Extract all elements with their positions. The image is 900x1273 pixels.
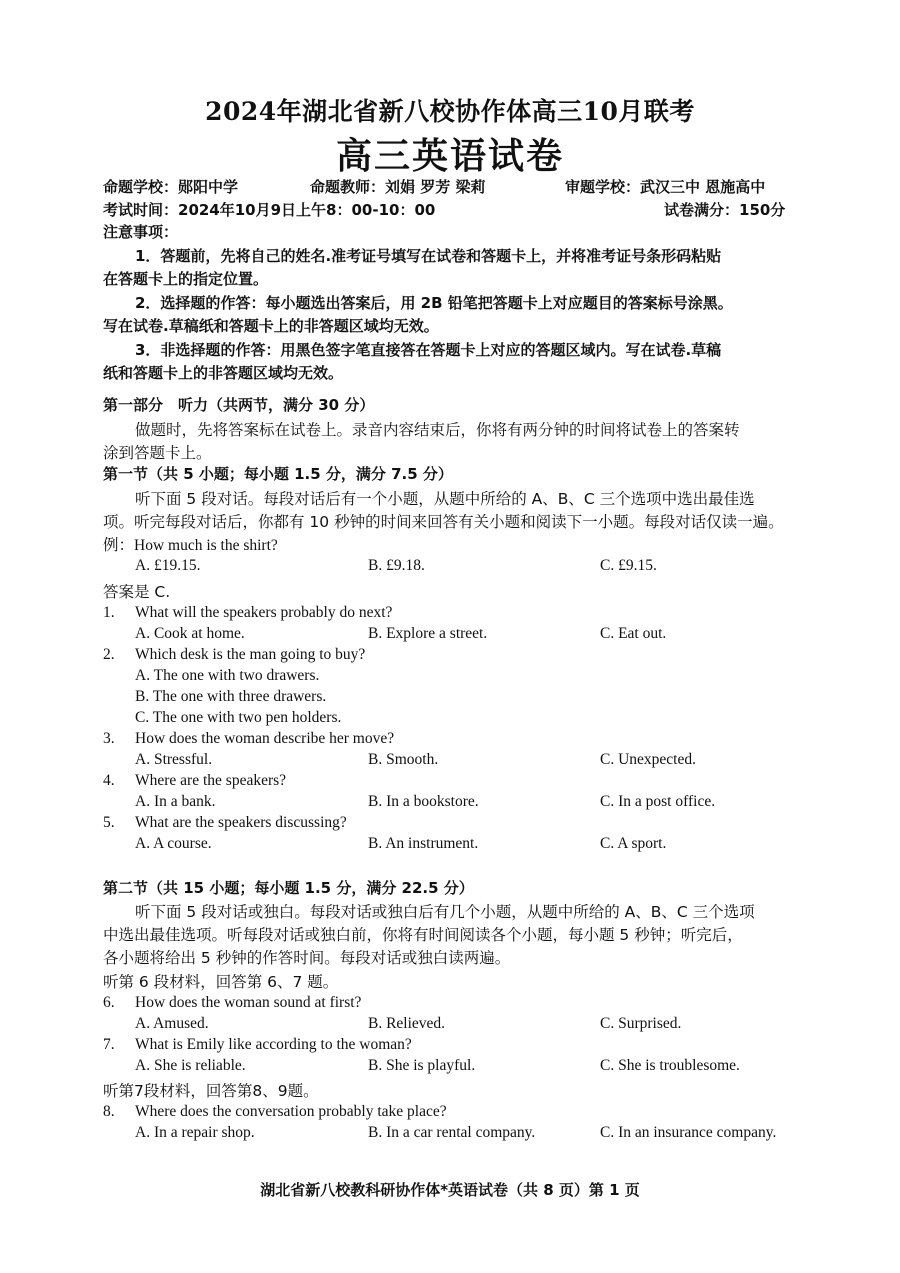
option-a: A. In a repair shop. [135, 1124, 255, 1141]
option-c: C. Surprised. [600, 1015, 682, 1032]
review-school: 审题学校：武汉三中 恩施高中 [565, 178, 766, 196]
question-number: 6. [103, 994, 115, 1011]
option-c: C. Unexpected. [600, 751, 696, 768]
part1-heading: 第一部分 听力（共两节，满分 30 分） [103, 396, 375, 414]
option-c: C. Eat out. [600, 625, 667, 642]
option-c: C. In a post office. [600, 793, 716, 810]
exam-title: 2024年湖北省新八校协作体高三10月联考 [205, 97, 695, 126]
notice-item-1-line-2: 在答题卡上的指定位置。 [103, 270, 269, 288]
example-option-c: C. £9.15. [600, 557, 657, 574]
question-text: Where are the speakers? [135, 772, 287, 789]
option-b: B. In a car rental company. [368, 1124, 536, 1141]
option-a: A. Stressful. [135, 751, 213, 768]
question-text: What is Emily like according to the woman? [135, 1036, 412, 1053]
option-c: C. In an insurance company. [600, 1124, 777, 1141]
option-b: B. She is playful. [368, 1057, 476, 1074]
notice-item-2-line-1: 2．选择题的作答：每小题选出答案后，用 2B 铅笔把答题卡上对应题目的答案标号涂黑。 [135, 294, 733, 312]
question-text: What are the speakers discussing? [135, 814, 347, 831]
section2-instruction-line-1: 听下面 5 段对话或独白。每段对话或独白后有几个小题，从题中所给的 A、B、C 三个选项 [135, 903, 755, 921]
option-b: B. In a bookstore. [368, 793, 479, 810]
option-a: A. In a bank. [135, 793, 216, 810]
question-text: Where does the conversation probably take place? [135, 1103, 447, 1120]
notice-item-2-line-2: 写在试卷.草稿纸和答题卡上的非答题区域均无效。 [103, 317, 439, 335]
question-text: Which desk is the man going to buy? [135, 646, 366, 663]
exam-subtitle: 高三英语试卷 [335, 135, 564, 177]
option-a: A. She is reliable. [135, 1057, 246, 1074]
option-c: C. The one with two pen holders. [135, 709, 342, 726]
notice-item-3-line-1: 3．非选择题的作答：用黑色签字笔直接答在答题卡上对应的答题区域内。写在试卷.草稿 [135, 341, 722, 359]
notice-heading: 注意事项： [103, 223, 179, 241]
option-a: A. The one with two drawers. [135, 667, 320, 684]
question-number: 4. [103, 772, 115, 789]
section1-heading: 第一节（共 5 小题；每小题 1.5 分，满分 7.5 分） [103, 465, 453, 483]
section1-instruction-line-1: 听下面 5 段对话。每段对话后有一个小题，从题中所给的 A、B、C 三个选项中选出最佳选 [135, 490, 755, 508]
section2-instruction-line-2: 中选出最佳选项。听每段对话或独白前，你将有时间阅读各个小题，每小题 5 秒钟；听完后， [103, 926, 743, 944]
exam-time: 考试时间：2024年10月9日上午8：00-10：00 [103, 201, 436, 219]
full-score: 试卷满分：150分 [664, 201, 786, 219]
option-b: B. Explore a street. [368, 625, 488, 642]
question-number: 7. [103, 1036, 115, 1053]
question-number: 8. [103, 1103, 115, 1120]
section2-instruction-line-3: 各小题将给出 5 秒钟的作答时间。每段对话或独白读两遍。 [103, 949, 511, 967]
question-number: 3. [103, 730, 115, 747]
notice-item-3-line-2: 纸和答题卡上的非答题区域均无效。 [103, 364, 344, 382]
example-answer: 答案是 C. [103, 583, 171, 601]
option-b: B. Relieved. [368, 1015, 446, 1032]
question-number: 5. [103, 814, 115, 831]
question-text: How does the woman describe her move? [135, 730, 395, 747]
option-a: A. Cook at home. [135, 625, 245, 642]
option-c: C. A sport. [600, 835, 667, 852]
question-text: How does the woman sound at first? [135, 994, 362, 1011]
material-7-instruction: 听第7段材料，回答第8、9题。 [103, 1082, 319, 1100]
part1-intro-line-2: 涂到答题卡上。 [103, 444, 212, 462]
option-a: A. Amused. [135, 1015, 209, 1032]
option-a: A. A course. [135, 835, 212, 852]
notice-item-1-line-1: 1．答题前，先将自己的姓名.准考证号填写在试卷和答题卡上，并将准考证号条形码粘贴 [135, 247, 722, 265]
option-b: B. Smooth. [368, 751, 439, 768]
question-number: 1. [103, 604, 115, 621]
option-c: C. She is troublesome. [600, 1057, 740, 1074]
material-6-instruction: 听第 6 段材料，回答第 6、7 题。 [103, 973, 339, 991]
question-number: 2. [103, 646, 115, 663]
question-text: What will the speakers probably do next? [135, 604, 393, 621]
example-question: 例：How much is the shirt? [103, 537, 278, 554]
example-option-a: A. £19.15. [135, 557, 201, 574]
section1-instruction-line-2: 项。听完每段对话后，你都有 10 秒钟的时间来回答有关小题和阅读下一小题。每段对话仅读一遍。 [103, 513, 784, 531]
part1-intro-line-1: 做题时，先将答案标在试卷上。录音内容结束后，你将有两分钟的时间将试卷上的答案转 [135, 421, 740, 439]
page-footer: 湖北省新八校教科研协作体*英语试卷（共 8 页）第 1 页 [260, 1181, 640, 1199]
option-b: B. An instrument. [368, 835, 479, 852]
setting-teachers: 命题教师：刘娟 罗芳 梁莉 [310, 178, 486, 196]
example-option-b: B. £9.18. [368, 557, 425, 574]
section2-heading: 第二节（共 15 小题；每小题 1.5 分，满分 22.5 分） [103, 879, 474, 897]
setting-school: 命题学校：郧阳中学 [103, 178, 239, 196]
option-b: B. The one with three drawers. [135, 688, 327, 705]
